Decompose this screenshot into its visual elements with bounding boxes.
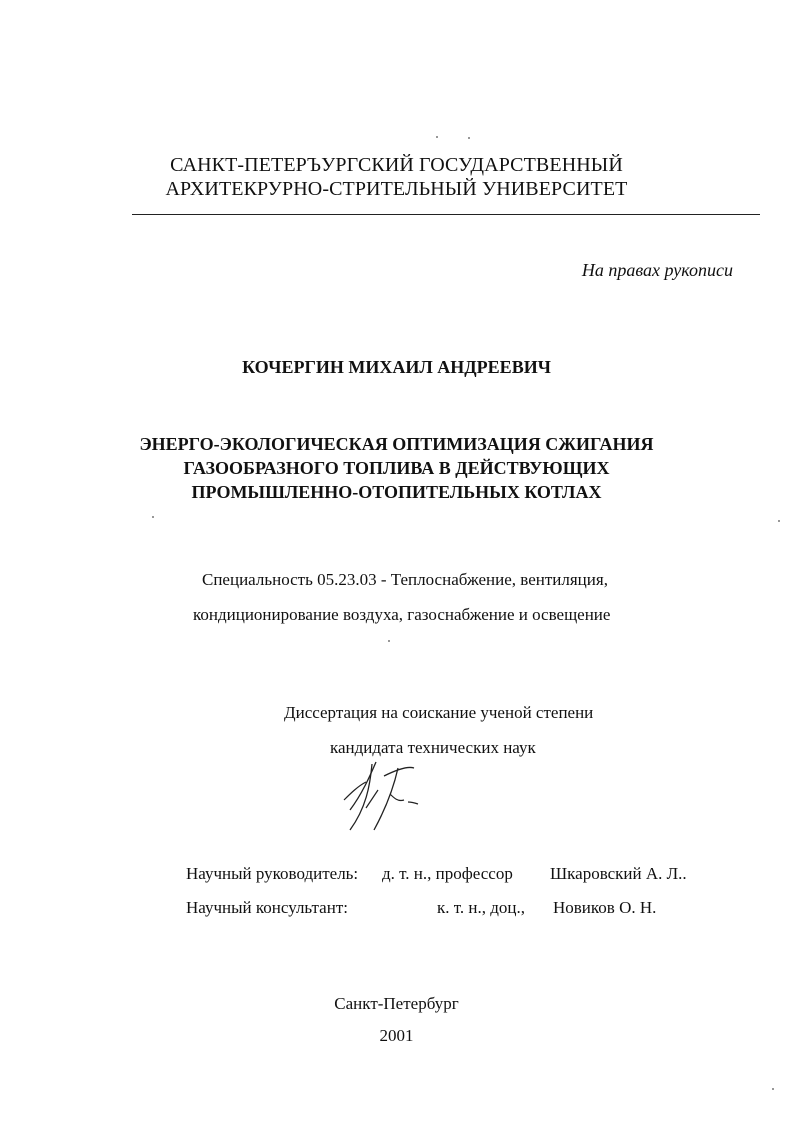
supervisor-degree: д. т. н., профессор (382, 864, 513, 883)
supervisor-role: Научный руководитель: (186, 864, 359, 883)
author-name: КОЧЕРГИН МИХАИЛ АНДРЕЕВИЧ (242, 357, 551, 377)
signature (336, 756, 426, 836)
thesis-title-line3: ПРОМЫШЛЕННО-ОТОПИТЕЛЬНЫХ КОТЛАХ (191, 482, 602, 502)
specialty-line1: Специальность 05.23.03 - Теплоснабжение, вентиляция, (202, 570, 608, 589)
specialty-line2: кондиционирование воздуха, газоснабжение и освещение (193, 605, 611, 624)
consultant-degree: к. т. н., доц., (437, 898, 526, 917)
university-name-line2: АРХИТЕКРУРНО-СТРИТЕЛЬНЫЙ УНИВЕРСИТЕТ (165, 178, 628, 200)
consultant-name: Новиков О. Н. (553, 898, 657, 917)
scan-speck (436, 136, 438, 138)
scan-speck (778, 520, 780, 522)
scan-speck (772, 1088, 774, 1090)
university-name-line1: САНКТ-ПЕТЕРЪУРГСКИЙ ГОСУДАРСТВЕННЫЙ (170, 154, 623, 176)
manuscript-note: На правах рукописи (581, 260, 733, 280)
city: Санкт-Петербург (334, 994, 459, 1013)
thesis-title-line2: ГАЗООБРАЗНОГО ТОПЛИВА В ДЕЙСТВУЮЩИХ (183, 458, 610, 478)
thesis-title-line1: ЭНЕРГО-ЭКОЛОГИЧЕСКАЯ ОПТИМИЗАЦИЯ СЖИГАНИЯ (139, 434, 654, 454)
consultant-role: Научный консультант: (186, 898, 348, 917)
header-divider (132, 214, 760, 215)
scan-speck (388, 640, 390, 642)
degree-line2: кандидата технических наук (330, 738, 536, 757)
degree-line1: Диссертация на соискание ученой степени (284, 703, 594, 722)
scan-speck (468, 137, 470, 139)
supervisor-name: Шкаровский А. Л.. (550, 864, 687, 883)
scan-speck (152, 516, 154, 518)
year: 2001 (379, 1026, 414, 1045)
